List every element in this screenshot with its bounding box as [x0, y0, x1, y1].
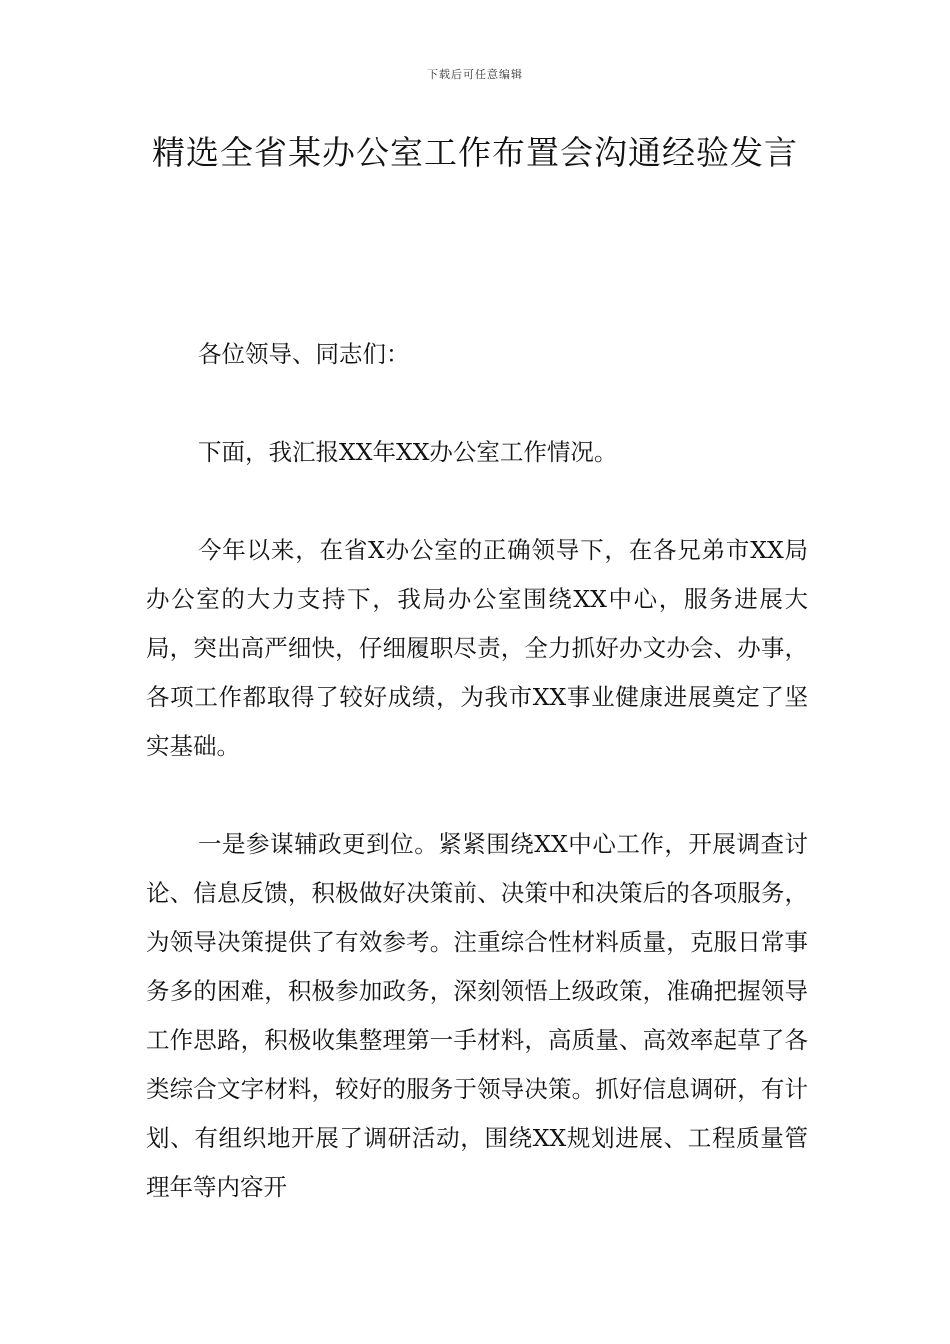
salutation-paragraph: 各位领导、同志们： — [198, 340, 410, 368]
document-body — [146, 330, 808, 1212]
header-note: 下载后可任意编辑 — [427, 68, 523, 81]
document-title: 精选全省某办公室工作布置会沟通经验发言 — [152, 133, 798, 172]
point-one-paragraph: 一是参谋辅政更到位。紧紧围绕XX中心工作，开展调查讨论、信息反馈，积极做好决策前、决策中和决策后的各项服务，为领导决策提供了有效参考。注重综合性材料质量，克服日常事务多的困难，积极参加政务，深刻领悟上级政策，准确把握领导工作思路，积极收集整理第一手材料，高质量、高效率起草了各类综合文字材料，较好的服务于领导决策。抓好信息调研，有计划、有组织地开展了调研活动，围绕XX规划进展、工程质量管理年等内容开 — [146, 830, 808, 1201]
overview-paragraph: 今年以来，在省X办公室的正确领导下，在各兄弟市XX局办公室的大力支持下，我局办公室围绕XX中心，服务进展大局，突出高严细快，仔细履职尽责，全力抓好办文办会、办事，各项工作都取得了较好成绩，为我市XX事业健康进展奠定了坚实基础。 — [146, 536, 808, 760]
intro-paragraph: 下面，我汇报XX年XX办公室工作情况。 — [198, 438, 618, 466]
